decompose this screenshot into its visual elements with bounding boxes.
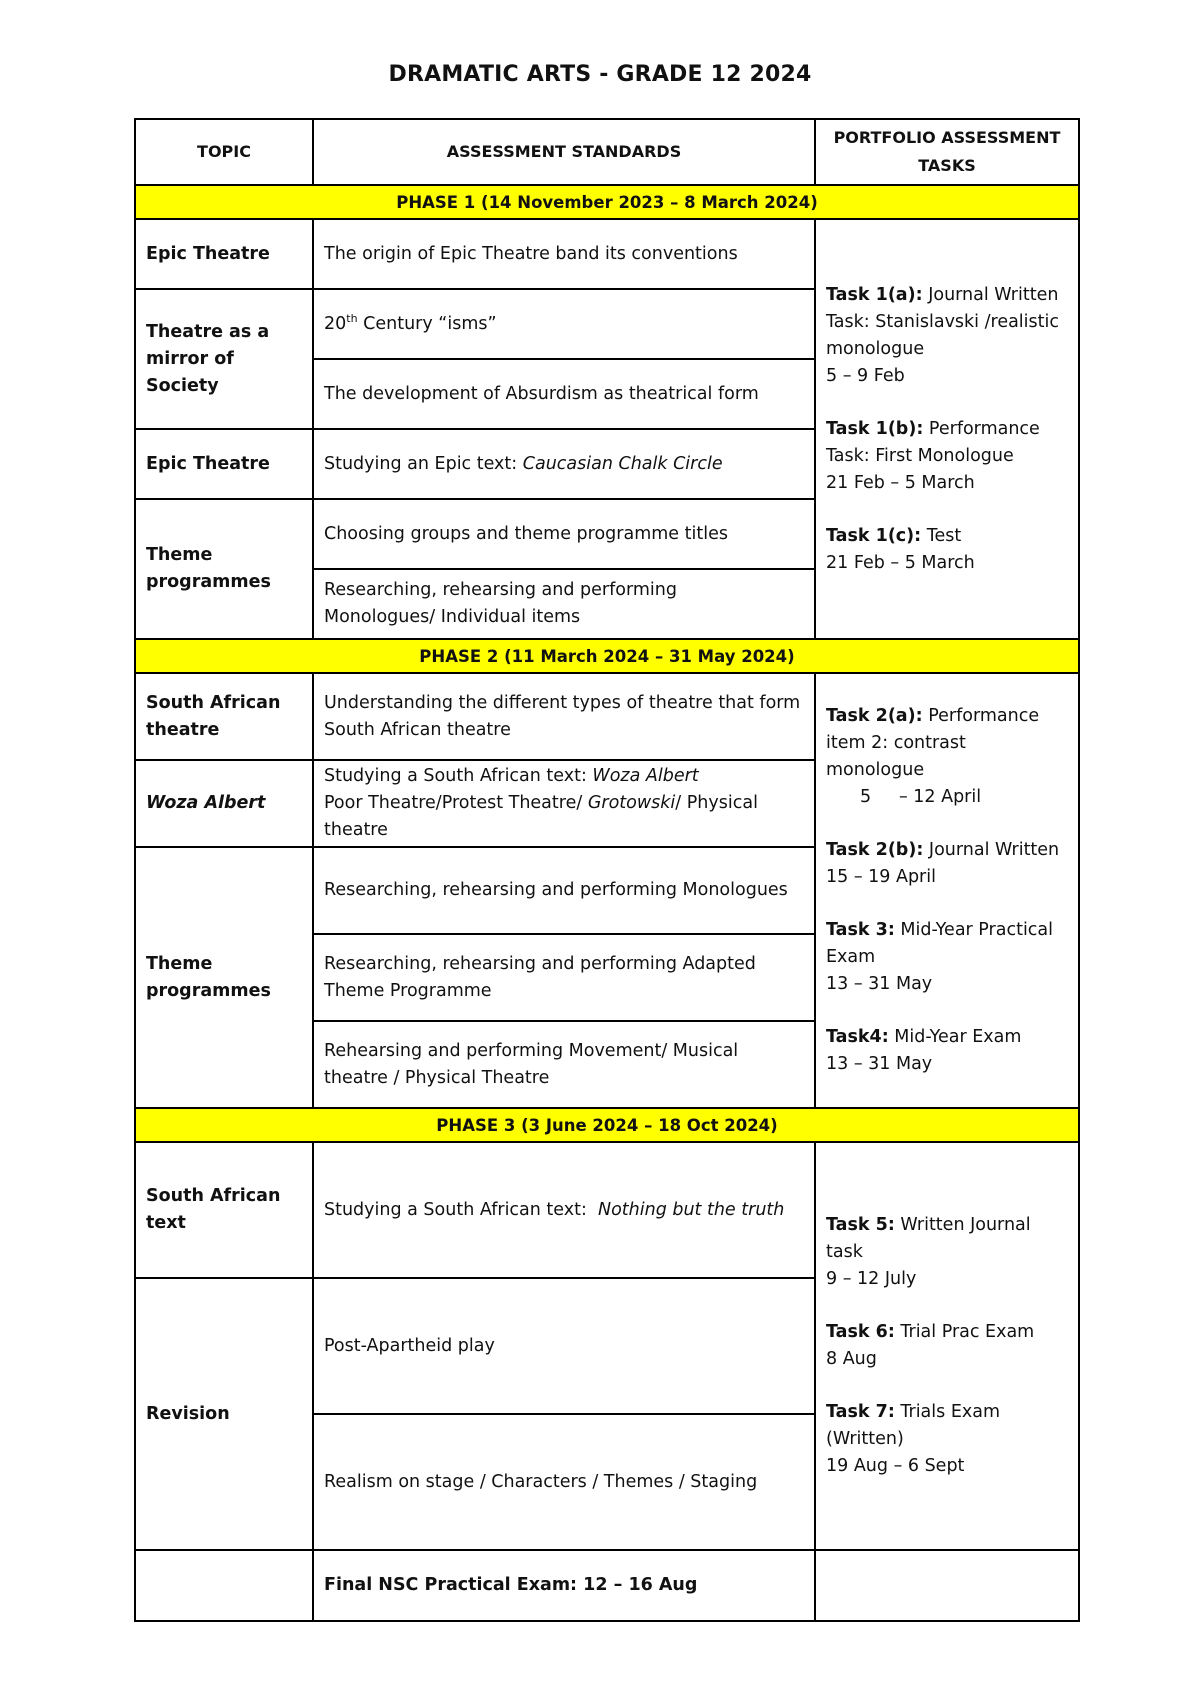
header-standards: ASSESSMENT STANDARDS [313, 119, 815, 185]
task-item: Task 1(b): Performance Task: First Monologue 21 Feb – 5 March [826, 418, 1040, 493]
standard-cell: Studying a South African text: Woza Albert Poor Theatre/Protest Theatre/ Grotowski/ Physical theatre [313, 760, 815, 847]
standard-cell: Researching, rehearsing and performing Adapted Theme Programme [313, 934, 815, 1021]
empty-cell [815, 1550, 1079, 1621]
standard-cell: 20th Century “isms” [313, 289, 815, 359]
schedule-table [134, 118, 1080, 1622]
task-item: Task 1(a): Journal Written Task: Stanislavski /realistic monologue 5 – 9 Feb [826, 284, 1059, 386]
standard-cell: Choosing groups and theme programme titles [313, 499, 815, 569]
topic-cell: Revision [135, 1278, 313, 1550]
empty-cell [135, 1550, 313, 1621]
standard-cell: Studying an Epic text: Caucasian Chalk Circle [313, 429, 815, 499]
phase-2-label: PHASE 2 (11 March 2024 – 31 May 2024) [135, 639, 1079, 673]
phase-2-row [135, 639, 1079, 673]
document-title: DRAMATIC ARTS - GRADE 12 2024 [388, 62, 812, 87]
standard-cell: Researching, rehearsing and performing Monologues [313, 847, 815, 934]
phase-3-row [135, 1108, 1079, 1142]
task-item: Task 5: Written Journal task 9 – 12 July [826, 1215, 1031, 1289]
header-tasks: PORTFOLIO ASSESSMENT TASKS [815, 119, 1079, 185]
task-item: Task 1(c): Test 21 Feb – 5 March [826, 525, 975, 573]
standard-cell: Post-Apartheid play [313, 1278, 815, 1414]
topic-cell: Epic Theatre [135, 219, 313, 289]
standard-cell: Researching, rehearsing and performing Monologues/ Individual items [313, 569, 815, 639]
topic-cell: Epic Theatre [135, 429, 313, 499]
topic-cell: Theme programmes [135, 499, 313, 639]
table-row [135, 1142, 1079, 1278]
phase-3-tasks [815, 1142, 1079, 1550]
standard-cell: Rehearsing and performing Movement/ Musical theatre / Physical Theatre [313, 1021, 815, 1108]
phase-2-tasks [815, 673, 1079, 1108]
task-item: Task4: Mid-Year Exam 13 – 31 May [826, 1027, 1022, 1074]
task-item: Task 7: Trials Exam (Written) 19 Aug – 6 Sept [826, 1402, 1001, 1476]
header-topic: TOPIC [135, 119, 313, 185]
topic-cell: South African theatre [135, 673, 313, 760]
standard-cell: Realism on stage / Characters / Themes / Staging [313, 1414, 815, 1550]
standard-cell: The development of Absurdism as theatrical form [313, 359, 815, 429]
final-exam-cell: Final NSC Practical Exam: 12 – 16 Aug [313, 1550, 815, 1621]
header-row [135, 119, 1079, 185]
topic-cell: South African text [135, 1142, 313, 1278]
task-item: Task 6: Trial Prac Exam 8 Aug [826, 1322, 1035, 1369]
phase-1-row [135, 185, 1079, 219]
table-row [135, 219, 1079, 289]
task-item: Task 3: Mid-Year Practical Exam 13 – 31 May [826, 920, 1054, 994]
table-row [135, 673, 1079, 760]
standard-cell: Studying a South African text: Nothing but the truth [313, 1142, 815, 1278]
phase-3-label: PHASE 3 (3 June 2024 – 18 Oct 2024) [135, 1108, 1079, 1142]
topic-cell: Woza Albert [135, 760, 313, 847]
task-item: Task 2(b): Journal Written 15 – 19 April [826, 840, 1060, 887]
final-row [135, 1550, 1079, 1621]
phase-1-label: PHASE 1 (14 November 2023 – 8 March 2024) [135, 185, 1079, 219]
topic-cell: Theatre as a mirror of Society [135, 289, 313, 429]
standard-cell: Understanding the different types of theatre that form South African theatre [313, 673, 815, 760]
task-item: Task 2(a): Performance item 2: contrast monologue 5 – 12 April [826, 706, 1040, 807]
standard-cell: The origin of Epic Theatre band its conventions [313, 219, 815, 289]
topic-cell: Theme programmes [135, 847, 313, 1108]
phase-1-tasks [815, 219, 1079, 639]
